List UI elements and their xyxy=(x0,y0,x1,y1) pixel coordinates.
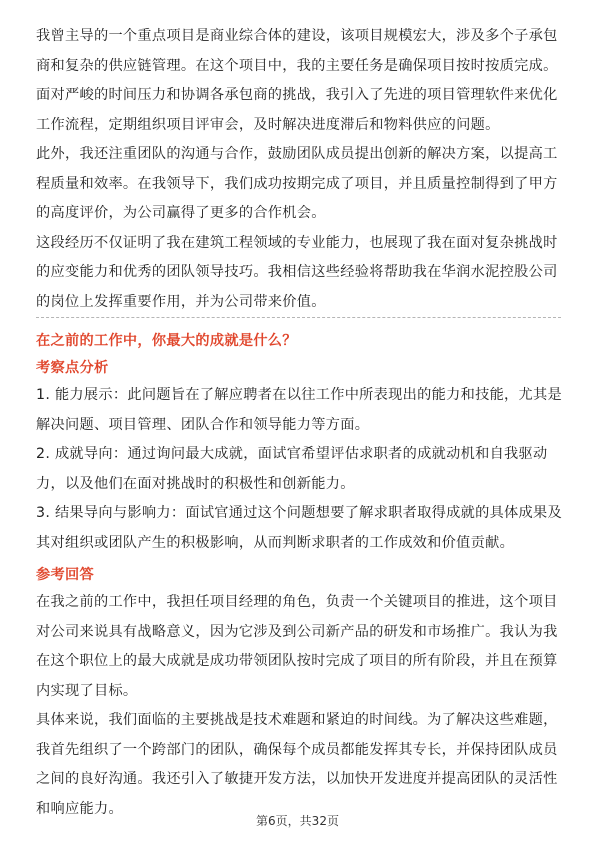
analysis-item-2 xyxy=(36,440,563,499)
answer-paragraph-1 xyxy=(36,588,563,706)
page-number: 第6页，共32页 xyxy=(256,814,339,828)
text-line: 商和复杂的供应链管理。在这个项目中，我的主要任务是确保项目按时按质完成。 xyxy=(36,57,558,74)
analysis-item-3 xyxy=(36,499,563,558)
text-line: 3. 结果导向与影响力：面试官通过这个问题想要了解求职者取得成就的具体成果及 xyxy=(36,505,563,521)
analysis-section xyxy=(36,381,563,558)
answer-title: 参考回答 xyxy=(36,567,94,583)
text-line: 内实现了目标。 xyxy=(36,682,138,699)
text-line: 2. 成就导向：通过询问最大成就，面试官希望评估求职者的成就动机和自我驱动 xyxy=(36,446,548,462)
text-line: 工作流程，定期组织项目评审会，及时解决进度滞后和物料供应的问题。 xyxy=(36,116,500,133)
text-line: 之间的良好沟通。我还引入了敏捷开发方法，以加快开发进度并提高团队的灵活性 xyxy=(36,771,558,787)
text-line: 此外，我还注重团队的沟通与合作，鼓励团队成员提出创新的解决方案，以提高工 xyxy=(36,146,558,162)
text-line: 我曾主导的一个重点项目是商业综合体的建设，该项目规模宏大，涉及多个子承包 xyxy=(36,28,558,44)
text-line: 在这个职位上的最大成就是成功带领团队按时完成了项目的所有阶段，并且在预算 xyxy=(36,653,558,669)
text-line: 我首先组织了一个跨部门的团队，确保每个成员都能发挥其专长，并保持团队成员 xyxy=(36,741,558,758)
text-line: 和响应能力。 xyxy=(36,800,123,817)
text-line: 的应变能力和优秀的团队领导技巧。我相信这些经验将帮助我在华润水泥控股公司 xyxy=(36,264,558,280)
text-line: 力，以及他们在面对挑战时的积极性和创新能力。 xyxy=(36,475,355,492)
answer-paragraph-2 xyxy=(36,706,563,824)
answer-section xyxy=(36,588,563,824)
text-line: 具体来说，我们面临的主要挑战是技术难题和紧迫的时间线。为了解决这些难题， xyxy=(36,712,558,728)
text-line: 的高度评价，为公司赢得了更多的合作机会。 xyxy=(36,205,326,221)
text-line: 其对组织或团队产生的积极影响，从而判断求职者的工作成效和价值贡献。 xyxy=(36,534,515,551)
text-line: 在我之前的工作中，我担任项目经理的角色，负责一个关键项目的推进，这个项目 xyxy=(36,594,558,610)
intro-paragraph-2 xyxy=(36,140,563,229)
intro-paragraph-3 xyxy=(36,229,563,318)
intro-section xyxy=(36,22,563,317)
text-line: 面对严峻的时间压力和协调各承包商的挑战，我引入了先进的项目管理软件来优化 xyxy=(36,87,558,103)
interview-question: 在之前的工作中，你最大的成就是什么？ xyxy=(36,333,297,349)
text-line: 程质量和效率。在我领导下，我们成功按期完成了项目，并且质量控制得到了甲方 xyxy=(36,175,558,192)
intro-paragraph-1 xyxy=(36,22,563,140)
text-line: 1. 能力展示：此问题旨在了解应聘者在以往工作中所表现出的能力和技能，尤其是 xyxy=(36,387,563,403)
text-line: 的岗位上发挥重要作用，并为公司带来价值。 xyxy=(36,293,326,310)
analysis-title: 考察点分析 xyxy=(36,360,109,376)
text-line: 解决问题、项目管理、团队合作和领导能力等方面。 xyxy=(36,416,370,433)
analysis-item-1 xyxy=(36,381,563,440)
text-line: 对公司来说具有战略意义，因为它涉及到公司新产品的研发和市场推广。我认为我 xyxy=(36,623,558,640)
text-line: 这段经历不仅证明了我在建筑工程领域的专业能力，也展现了我在面对复杂挑战时 xyxy=(36,234,558,251)
section-divider xyxy=(36,317,561,318)
